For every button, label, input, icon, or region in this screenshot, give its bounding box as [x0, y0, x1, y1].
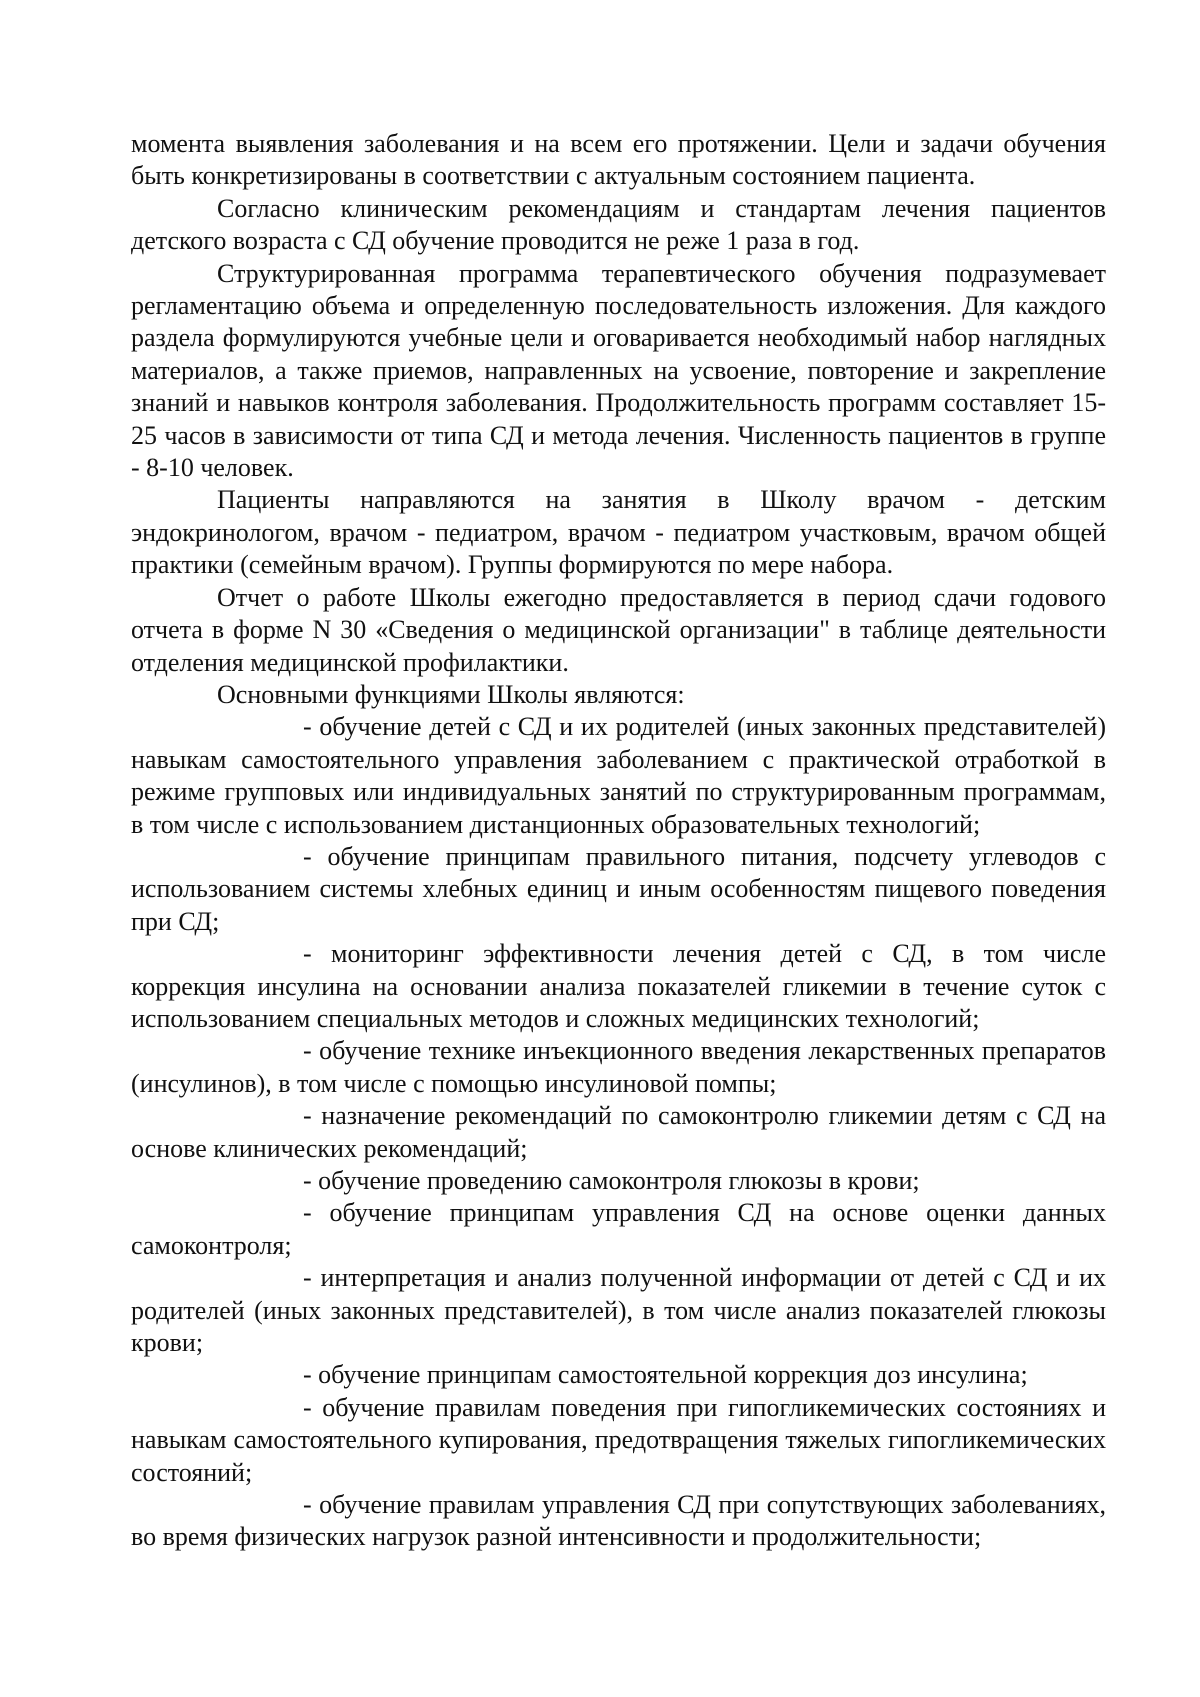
paragraph-continuation: момента выявления заболевания и на всем его протяжении. Цели и задачи обучения быть конкретизированы в соответствии с актуальным состоянием пациента. — [131, 129, 1106, 191]
list-item: - обучение правилам поведения при гипогликемических состояниях и навыкам самостоятельного купирования, предотвращения тяжелых гипогликемических состояний; — [131, 1392, 1106, 1487]
list-item: - мониторинг эффективности лечения детей с СД, в том числе коррекция инсулина на основании анализа показателей гликемии в течение суток с использованием специальных методов и сложных медицинских технологий; — [131, 939, 1106, 1033]
document-page — [131, 128, 1106, 1554]
list-item: - обучение детей с СД и их родителей (иных законных представителей) навыкам самостоятельного управления заболеванием с практической отработкой в режиме групповых или индивидуальных занятий по структурированным программам, в том числе с использованием дистанционных образовательных технологий; — [131, 712, 1106, 839]
list-item: - обучение принципам самостоятельной коррекция доз инсулина; — [303, 1360, 1028, 1390]
list-item: - обучение правилам управления СД при сопутствующих заболеваниях, во время физических нагрузок разной интенсивности и продолжительности; — [131, 1490, 1106, 1552]
list-item: - обучение принципам правильного питания, подсчету углеводов с использованием системы хлебных единиц и иным особенностям пищевого поведения при СД; — [131, 841, 1106, 936]
list-item: - обучение проведению самоконтроля глюкозы в крови; — [303, 1166, 920, 1195]
paragraph-recommendations: Согласно клиническим рекомендациям и стандартам лечения пациентов детского возраста с СД обучение проводится не реже 1 раза в год. — [131, 193, 1106, 256]
list-item: - интерпретация и анализ полученной информации от детей с СД и их родителей (иных законных представителей), в том числе анализ показателей глюкозы крови; — [131, 1263, 1106, 1358]
paragraph-functions-intro: Основными функциями Школы являются: — [217, 679, 685, 709]
list-item: - обучение принципам управления СД на основе оценки данных самоконтроля; — [131, 1198, 1106, 1260]
paragraph-referral: Пациенты направляются на занятия в Школу врачом - детским эндокринологом, врачом - педиатром, врачом - педиатром участковым, врачом общей практики (семейным врачом). Группы формируются по мере набора. — [131, 485, 1106, 580]
paragraph-report: Отчет о работе Школы ежегодно предоставляется в период сдачи годового отчета в форме N 30 «Сведения о медицинской организации" в таблице деятельности отделения медицинской профилактики. — [131, 582, 1106, 677]
list-item: - назначение рекомендаций по самоконтролю гликемии детям с СД на основе клинических рекомендаций; — [131, 1101, 1106, 1163]
paragraph-structured-program: Структурированная программа терапевтического обучения подразумевает регламентацию объема и определенную последовательность изложения. Для каждого раздела формулируются учебные цели и оговаривается необходимый набор наглядных материалов, а также приемов, направленных на усвоение, повторение и закрепление знаний и навыков контроля заболевания. Продолжительность программ составляет 15-25 часов в зависимости от типа СД и метода лечения. Численность пациентов в группе - 8-10 человек. — [131, 258, 1106, 483]
list-item: - обучение технике инъекционного введения лекарственных препаратов (инсулинов), в том числе с помощью инсулиновой помпы; — [131, 1036, 1106, 1098]
